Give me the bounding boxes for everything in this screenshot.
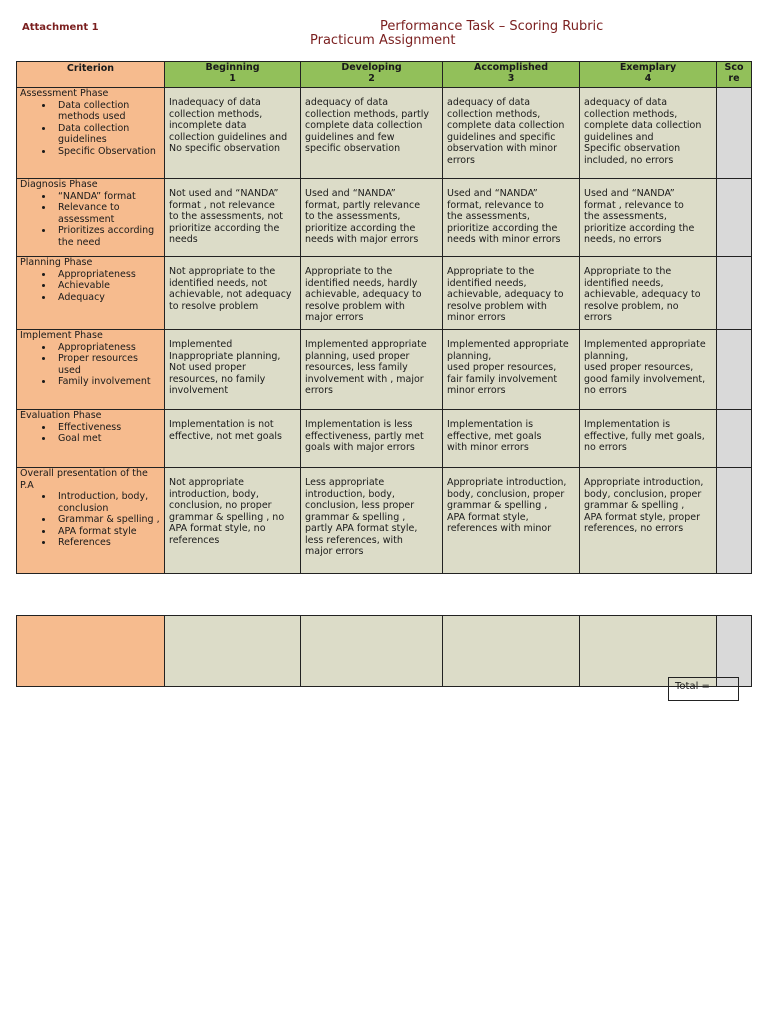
developing-score: 2 <box>368 73 375 84</box>
criterion-cell <box>17 179 165 257</box>
total-box[interactable]: Total = <box>668 677 739 701</box>
criterion-item: • Grammar & spelling , <box>54 514 161 526</box>
developing-description: Implementation is less effectiveness, partly met goals with major errors <box>301 410 443 468</box>
accomplished-score: 3 <box>507 73 515 84</box>
exemplary-description: Appropriate to the identified needs, achievable, adequacy to resolve problem, no errors <box>580 257 717 330</box>
summary-developing-cell <box>301 616 443 687</box>
accomplished-header <box>443 62 580 88</box>
developing-header <box>301 62 443 88</box>
beginning-description: Implementation is not effective, not met goals <box>165 410 301 468</box>
criterion-item: • APA format style <box>54 526 161 538</box>
score-cell[interactable] <box>717 257 752 330</box>
criterion-list <box>20 191 161 249</box>
criterion-item: • References <box>54 537 161 549</box>
criterion-header: Criterion <box>17 62 165 88</box>
accomplished-description: Implementation is effective, met goals with minor errors <box>443 410 580 468</box>
rubric-row <box>17 88 752 179</box>
criterion-list <box>20 422 161 445</box>
exemplary-description: Implementation is effective, fully met goals, no errors <box>580 410 717 468</box>
accomplished-description: Implemented appropriate planning, used proper resources, fair family involvement minor errors <box>443 330 580 410</box>
beginning-header <box>165 62 301 88</box>
criterion-item: • Proper resources used <box>54 353 161 376</box>
beginning-description: Implemented Inappropriate planning, Not used proper resources, no family involvement <box>165 330 301 410</box>
criterion-item: • Specific Observation <box>54 146 161 158</box>
criterion-list <box>20 491 161 549</box>
developing-description: adequacy of data collection methods, partly complete data collection guidelines and few specific observation <box>301 88 443 179</box>
beginning-label: Beginning <box>205 62 260 73</box>
criterion-cell <box>17 88 165 179</box>
criterion-item: • Achievable <box>54 280 161 292</box>
rubric-header-row <box>17 62 752 88</box>
phase-title: Overall presentation of the P.A <box>20 468 148 491</box>
developing-label: Developing <box>341 62 402 73</box>
criterion-list <box>20 269 161 304</box>
criterion-item: • Appropriateness <box>54 342 161 354</box>
summary-exemplary-cell <box>580 616 717 687</box>
exemplary-description: adequacy of data collection methods, complete data collection guidelines and Specific observation included, no errors <box>580 88 717 179</box>
criterion-item: • Goal met <box>54 433 161 445</box>
criterion-item: • Adequacy <box>54 292 161 304</box>
summary-row <box>17 616 752 687</box>
exemplary-description: Used and “NANDA” format , relevance to the assessments, prioritize according the needs, no errors <box>580 179 717 257</box>
beginning-description: Not used and “NANDA” format , not relevance to the assessments, not prioritize according the needs <box>165 179 301 257</box>
attachment-label: Attachment 1 <box>22 22 99 33</box>
phase-title: Assessment Phase <box>20 88 109 99</box>
accomplished-description: Used and “NANDA” format, relevance to the assessments, prioritize according the needs with minor errors <box>443 179 580 257</box>
criterion-cell <box>17 410 165 468</box>
accomplished-description: Appropriate introduction, body, conclusion, proper grammar & spelling , APA format style, references with minor <box>443 468 580 574</box>
exemplary-label: Exemplary <box>619 62 677 73</box>
phase-title: Diagnosis Phase <box>20 179 98 190</box>
criterion-item: • Data collection methods used <box>54 100 161 123</box>
developing-description: Less appropriate introduction, body, conclusion, less proper grammar & spelling , partly APA format style, less references, with major errors <box>301 468 443 574</box>
score-cell[interactable] <box>717 179 752 257</box>
developing-description: Used and “NANDA” format, partly relevance to the assessments, prioritize according the needs with major errors <box>301 179 443 257</box>
criterion-cell <box>17 257 165 330</box>
scoring-rubric-table <box>16 61 752 574</box>
phase-title: Planning Phase <box>20 257 93 268</box>
criterion-item: • “NANDA” format <box>54 191 161 203</box>
criterion-item: • Prioritizes according the need <box>54 225 161 248</box>
criterion-item: • Data collection guidelines <box>54 123 161 146</box>
criterion-item: • Relevance to assessment <box>54 202 161 225</box>
criterion-cell <box>17 330 165 410</box>
criterion-list <box>20 342 161 388</box>
accomplished-label: Accomplished <box>473 62 548 73</box>
score-cell[interactable] <box>717 88 752 179</box>
rubric-row <box>17 257 752 330</box>
exemplary-description: Appropriate introduction, body, conclusion, proper grammar & spelling , APA format style, proper references, no errors <box>580 468 717 574</box>
document-subtitle: Practicum Assignment <box>310 33 456 48</box>
developing-description: Appropriate to the identified needs, hardly achievable, adequacy to resolve problem with major errors <box>301 257 443 330</box>
criterion-item: • Introduction, body, conclusion <box>54 491 161 514</box>
criterion-item: • Family involvement <box>54 376 161 388</box>
document-title: Performance Task – Scoring Rubric <box>380 19 604 34</box>
beginning-description: Not appropriate to the identified needs, not achievable, not adequacy to resolve problem <box>165 257 301 330</box>
summary-beginning-cell <box>165 616 301 687</box>
summary-row-table <box>16 615 752 687</box>
criterion-cell <box>17 468 165 574</box>
rubric-row <box>17 468 752 574</box>
criterion-item: • Appropriateness <box>54 269 161 281</box>
summary-criterion-cell <box>17 616 165 687</box>
summary-score-cell[interactable] <box>717 616 752 687</box>
beginning-description: Inadequacy of data collection methods, incomplete data collection guidelines and No specific observation <box>165 88 301 179</box>
score-cell[interactable] <box>717 468 752 574</box>
score-cell[interactable] <box>717 410 752 468</box>
rubric-row <box>17 330 752 410</box>
exemplary-header <box>580 62 717 88</box>
beginning-description: Not appropriate introduction, body, conclusion, no proper grammar & spelling , no APA format style, no references <box>165 468 301 574</box>
criterion-item: • Effectiveness <box>54 422 161 434</box>
rubric-row <box>17 410 752 468</box>
accomplished-description: Appropriate to the identified needs, achievable, adequacy to resolve problem with minor errors <box>443 257 580 330</box>
phase-title: Evaluation Phase <box>20 410 102 421</box>
exemplary-score: 4 <box>644 73 652 84</box>
exemplary-description: Implemented appropriate planning, used proper resources, good family involvement, no errors <box>580 330 717 410</box>
score-header: Sco re <box>717 62 752 88</box>
accomplished-description: adequacy of data collection methods, complete data collection guidelines and specific observation with minor errors <box>443 88 580 179</box>
phase-title: Implement Phase <box>20 330 103 341</box>
beginning-score: 1 <box>229 73 236 84</box>
criterion-list <box>20 100 161 158</box>
rubric-row <box>17 179 752 257</box>
summary-accomplished-cell <box>443 616 580 687</box>
score-cell[interactable] <box>717 330 752 410</box>
developing-description: Implemented appropriate planning, used proper resources, less family involvement with , major errors <box>301 330 443 410</box>
